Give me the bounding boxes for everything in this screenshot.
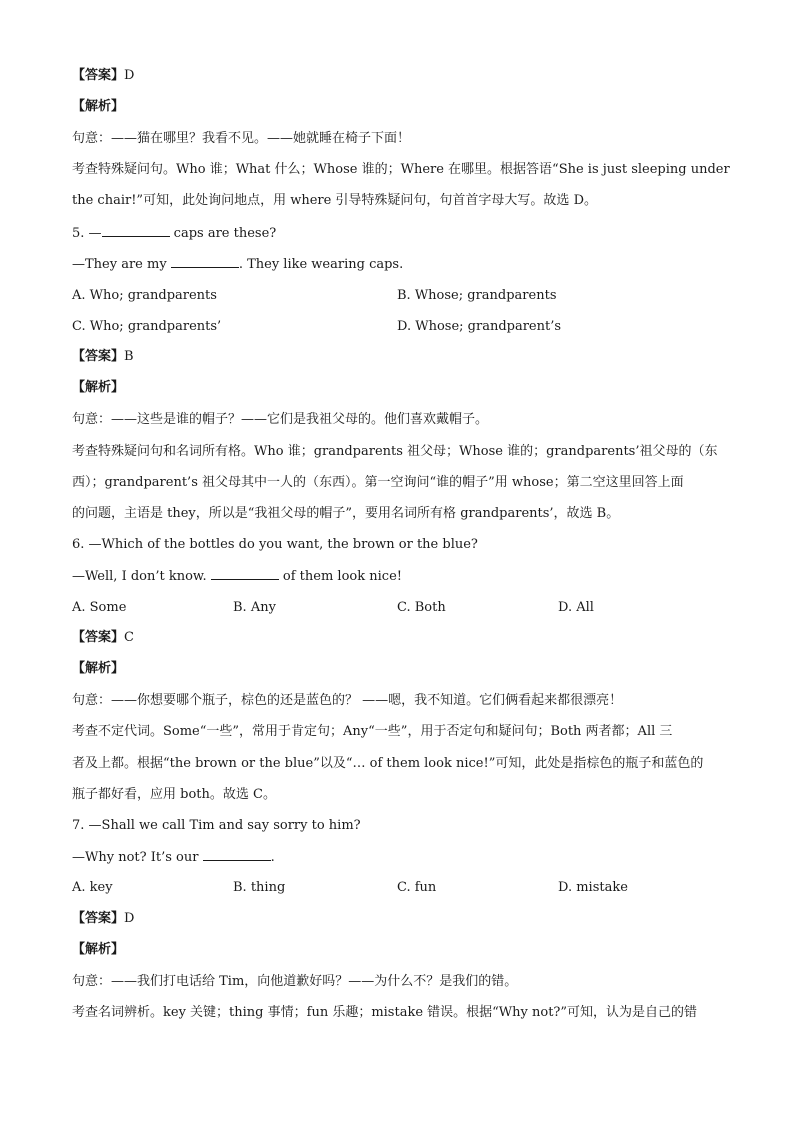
answer-tag: 【答案】 — [72, 349, 125, 364]
question-text: caps are these? — [169, 226, 277, 241]
question-7-line-1: 7. —Shall we call Tim and say sorry to him? — [72, 818, 361, 833]
analysis-tag: 【解析】 — [72, 380, 125, 395]
explanation-line: 考查不定代词。Some“一些”，常用于肯定句；Any“一些”，用于否定句和疑问句；Both 两者都；All 三 — [72, 724, 673, 739]
option-b: B. Any — [233, 600, 276, 615]
answer-value: D — [124, 911, 135, 926]
option-c: C. fun — [397, 880, 437, 895]
answer-tag: 【答案】 — [72, 911, 125, 926]
question-6-line-2 — [72, 568, 722, 585]
explanation-line: 者及上都。根据“the brown or the blue”以及“… of them look nice!”可知，此处是指棕色的瓶子和蓝色的 — [72, 756, 704, 771]
option-d: D. All — [558, 600, 594, 615]
option-b: B. Whose; grandparents — [397, 288, 557, 303]
option-a: A. key — [72, 880, 113, 895]
explanation-line: 考查特殊疑问句和名词所有格。Who 谁；grandparents 祖父母；Whose 谁的；grandparents’祖父母的（东 — [72, 444, 718, 459]
answer-line — [72, 630, 722, 646]
question-6-line-1: 6. —Which of the bottles do you want, the brown or the blue? — [72, 537, 478, 552]
question-text: 5. — — [72, 226, 102, 241]
answer-value: B — [124, 349, 134, 364]
answer-tag: 【答案】 — [72, 630, 125, 645]
question-text: —They are my — [72, 257, 171, 272]
analysis-tag: 【解析】 — [72, 99, 125, 114]
question-5-line-1 — [72, 225, 722, 242]
explanation-line: the chair!”可知，此处询问地点，用 where 引导特殊疑问句，句首首字母大写。故选 D。 — [72, 193, 597, 208]
answer-blank — [171, 256, 239, 268]
question-5-line-2 — [72, 256, 722, 273]
sentence-meaning: 句意：——我们打电话给 Tim，向他道歉好吗？——为什么不？是我们的错。 — [72, 974, 518, 989]
question-text: . They like wearing caps. — [238, 257, 404, 272]
explanation-line: 考查特殊疑问句。Who 谁；What 什么；Whose 谁的；Where 在哪里。根据答语“She is just sleeping under — [72, 162, 730, 177]
question-text: of them look nice! — [278, 569, 402, 584]
sentence-meaning: 句意：——你想要哪个瓶子，棕色的还是蓝色的？ ——嗯，我不知道。它们俩看起来都很漂亮！ — [72, 693, 623, 708]
explanation-line: 瓶子都好看，应用 both。故选 C。 — [72, 787, 276, 802]
question-7-line-2 — [72, 849, 722, 866]
answer-value: D — [124, 68, 135, 83]
question-text: . — [270, 850, 275, 865]
option-a: A. Who; grandparents — [72, 288, 217, 303]
answer-value: C — [124, 630, 134, 645]
option-c: C. Both — [397, 600, 446, 615]
option-a: A. Some — [72, 600, 127, 615]
answer-line — [72, 911, 722, 927]
option-d: D. Whose; grandparent’s — [397, 319, 562, 334]
sentence-meaning: 句意：——猫在哪里？我看不见。——她就睡在椅子下面！ — [72, 131, 411, 146]
question-text: —Why not? It’s our — [72, 850, 203, 865]
option-d: D. mistake — [558, 880, 628, 895]
answer-blank — [102, 225, 170, 237]
explanation-line: 考查名词辨析。key 关键；thing 事情；fun 乐趣；mistake 错误。根据“Why not?”可知，认为是自己的错 — [72, 1005, 698, 1020]
answer-line — [72, 68, 722, 84]
answer-blank — [211, 568, 279, 580]
answer-tag: 【答案】 — [72, 68, 125, 83]
answer-blank — [203, 849, 271, 861]
sentence-meaning: 句意：——这些是谁的帽子？——它们是我祖父母的。他们喜欢戴帽子。 — [72, 412, 489, 427]
explanation-line: 西）；grandparent’s 祖父母其中一人的（东西）。第一空询问“谁的帽子”用 whose；第二空这里回答上面 — [72, 475, 684, 490]
option-b: B. thing — [233, 880, 286, 895]
analysis-tag: 【解析】 — [72, 942, 125, 957]
question-text: —Well, I don’t know. — [72, 569, 211, 584]
explanation-line: 的问题，主语是 they，所以是“我祖父母的帽子”，要用名词所有格 grandparents’，故选 B。 — [72, 506, 620, 521]
analysis-tag: 【解析】 — [72, 661, 125, 676]
answer-line — [72, 349, 722, 365]
option-c: C. Who; grandparents’ — [72, 319, 222, 334]
